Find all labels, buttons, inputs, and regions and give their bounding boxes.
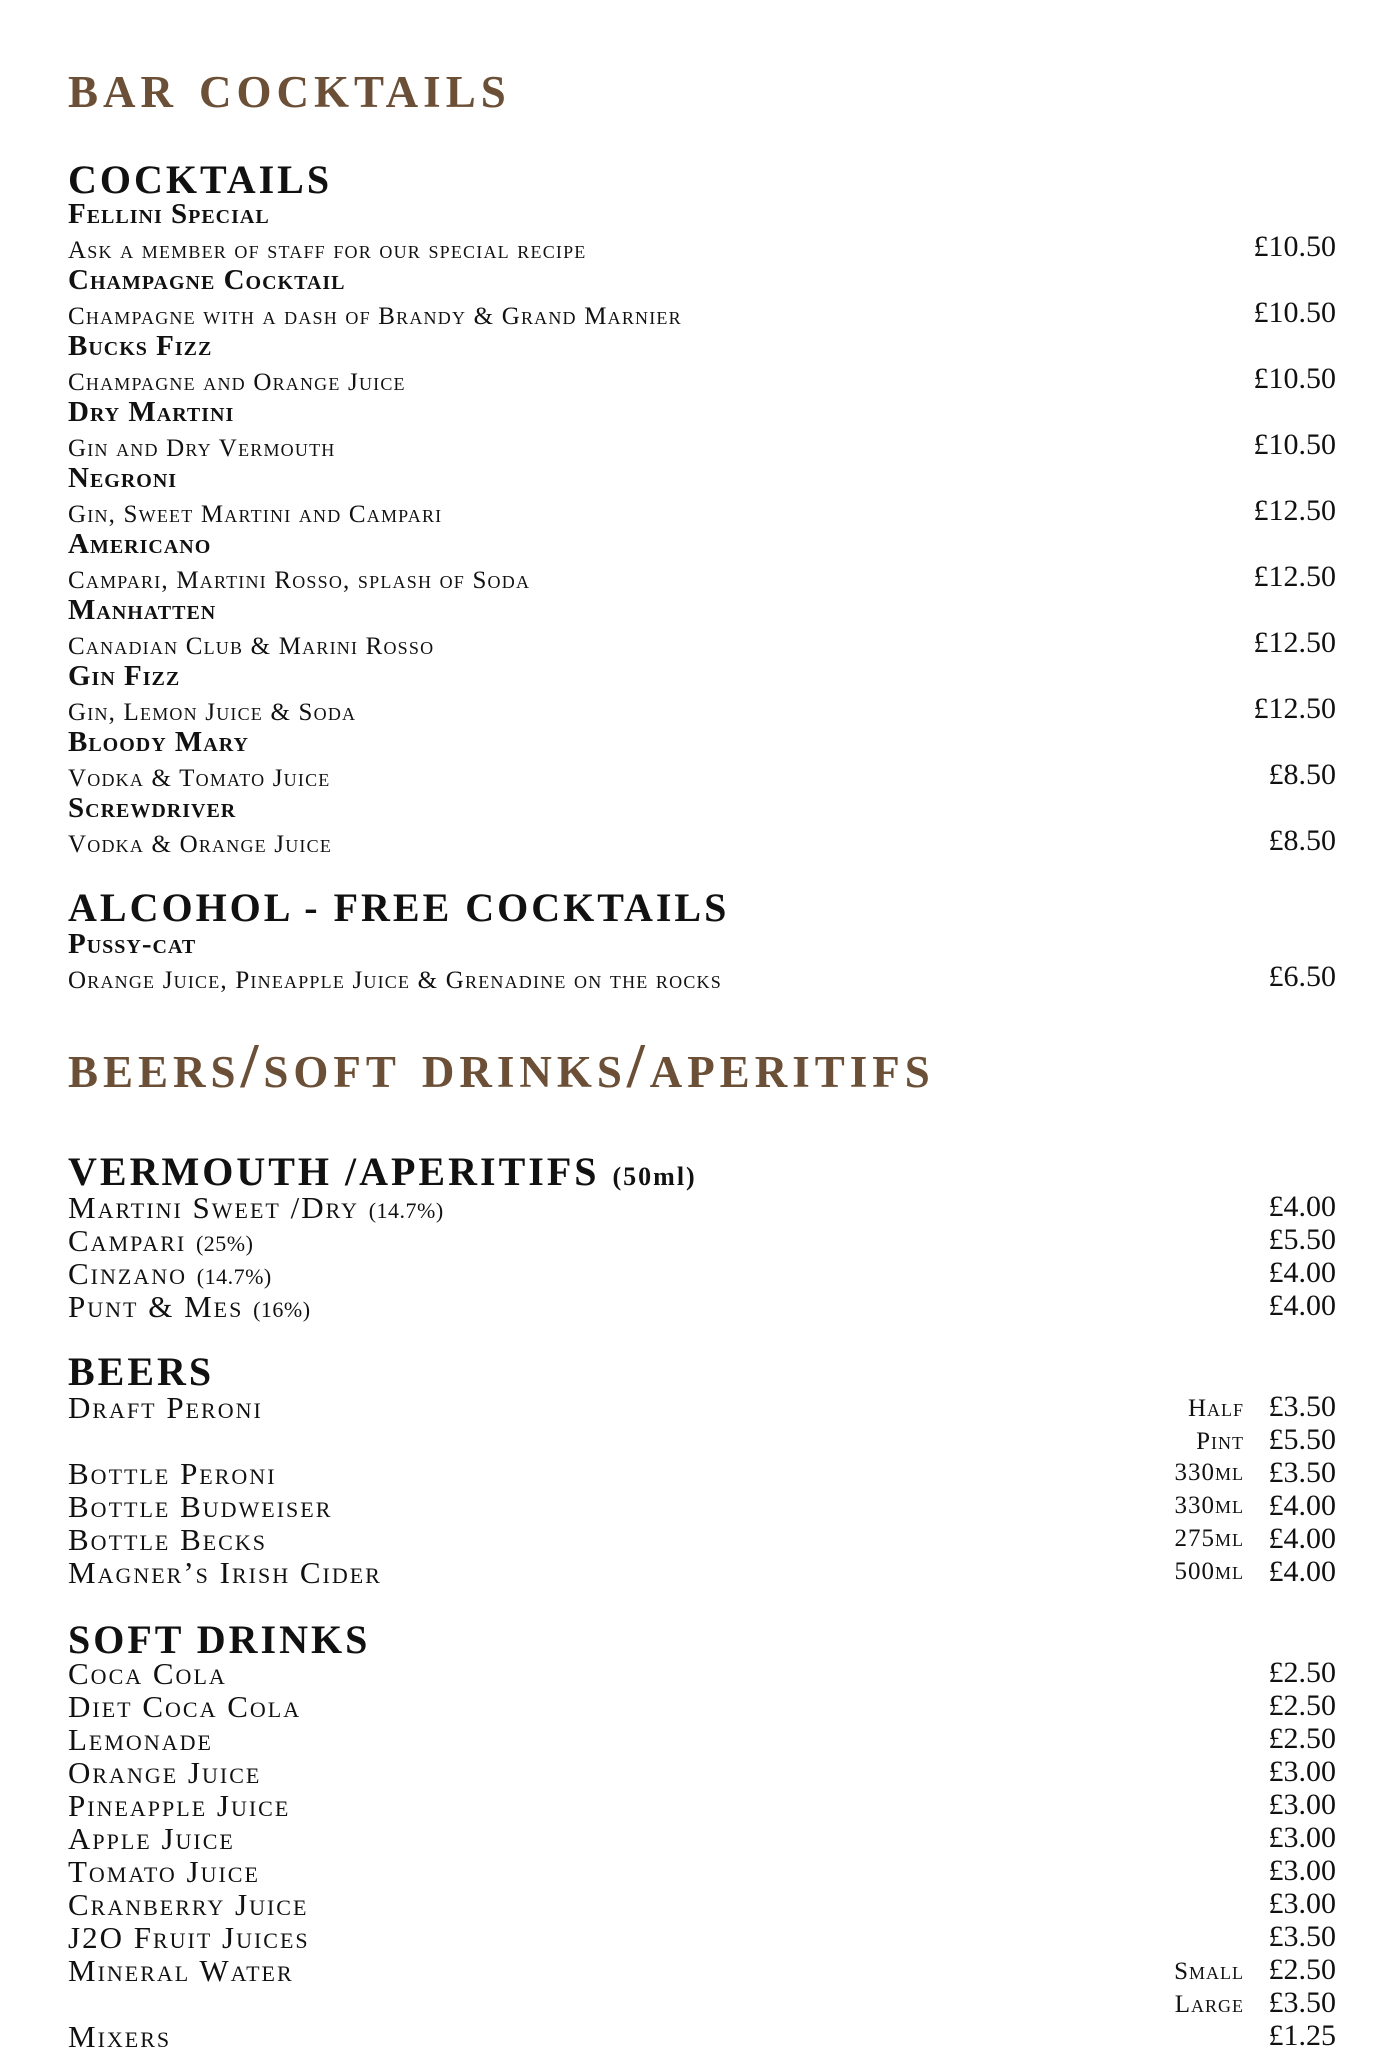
cocktail-name: Americano <box>68 528 212 560</box>
beer-size: 330ml <box>1174 1492 1244 1519</box>
cocktail-desc: Champagne with a dash of Brandy & Grand Marnier <box>68 303 682 330</box>
mixers-name: Mixers <box>68 2019 172 2054</box>
aperitif-price: £4.00 <box>1268 1256 1336 1289</box>
small-label: Small <box>1174 1958 1244 1985</box>
soft-drink-name: Lemonade <box>68 1722 213 1757</box>
pint-price: £5.50 <box>1268 1423 1336 1456</box>
beer-name: Bottle Budweiser <box>68 1489 333 1524</box>
cocktail-name: Bucks Fizz <box>68 330 213 362</box>
cocktail-price: £12.50 <box>1253 692 1336 725</box>
soft-drink-price: £3.50 <box>1268 1920 1336 1953</box>
soft-drink-name: Cranberry Juice <box>68 1887 309 1922</box>
cocktail-price: £8.50 <box>1268 758 1336 791</box>
cocktail-price: £12.50 <box>1253 560 1336 593</box>
aperitif-name: Martini Sweet /Dry <box>68 1190 359 1225</box>
aperitif-row <box>68 1225 253 1256</box>
cocktail-desc: Canadian Club & Marini Rosso <box>68 633 435 660</box>
cocktail-desc: Gin, Sweet Martini and Campari <box>68 501 443 528</box>
beer-size: 330ml <box>1174 1459 1244 1486</box>
aperitif-name: Campari <box>68 1223 187 1258</box>
soft-drink-price: £2.50 <box>1268 1656 1336 1689</box>
cocktail-name: Manhatten <box>68 594 217 626</box>
aperitif-price: £4.00 <box>1268 1190 1336 1223</box>
cocktail-price: £10.50 <box>1253 362 1336 395</box>
beer-price: £4.00 <box>1268 1489 1336 1522</box>
cocktail-name: Fellini Special <box>68 198 270 230</box>
cocktail-price: £10.50 <box>1253 230 1336 263</box>
aperitif-name: Cinzano <box>68 1256 187 1291</box>
soft-drink-name: Tomato Juice <box>68 1854 260 1889</box>
cocktail-name: Champagne Cocktail <box>68 264 346 296</box>
cocktail-price: £10.50 <box>1253 296 1336 329</box>
cocktail-name: Dry Martini <box>68 396 235 428</box>
cocktail-desc: Orange Juice, Pineapple Juice & Grenadine on the rocks <box>68 967 722 994</box>
cocktail-price: £10.50 <box>1253 428 1336 461</box>
cocktail-price: £8.50 <box>1268 824 1336 857</box>
cocktail-name: Screwdriver <box>68 792 237 824</box>
soft-drink-price: £2.50 <box>1268 1689 1336 1722</box>
aperitif-row <box>68 1192 444 1223</box>
cocktail-desc: Champagne and Orange Juice <box>68 369 406 396</box>
cocktail-desc: Vodka & Tomato Juice <box>68 765 331 792</box>
pint-label: Pint <box>1196 1428 1244 1455</box>
aperitif-abv: (14.7%) <box>368 1198 444 1223</box>
cocktail-desc: Ask a member of staff for our special recipe <box>68 237 587 264</box>
small-price: £2.50 <box>1268 1953 1336 1986</box>
soft-drink-price: £2.50 <box>1268 1722 1336 1755</box>
menu-page <box>68 0 1336 2067</box>
beer-price: £4.00 <box>1268 1555 1336 1588</box>
mixers-price: £1.25 <box>1268 2019 1336 2052</box>
cocktail-desc: Campari, Martini Rosso, splash of Soda <box>68 567 531 594</box>
vermouth-heading-text: VERMOUTH /APERITIFS <box>68 1149 600 1194</box>
soft-drink-name: Apple Juice <box>68 1821 235 1856</box>
aperitif-price: £5.50 <box>1268 1223 1336 1256</box>
soft-drink-price: £3.00 <box>1268 1854 1336 1887</box>
bar-cocktails-title: bar cocktails <box>68 50 511 121</box>
beer-price: £4.00 <box>1268 1522 1336 1555</box>
cocktail-desc: Gin, Lemon Juice & Soda <box>68 699 357 726</box>
half-price: £3.50 <box>1268 1390 1336 1423</box>
draft-beer-name: Draft Peroni <box>68 1390 263 1425</box>
soft-drinks-heading: SOFT DRINKS <box>68 1617 371 1662</box>
beer-size: 500ml <box>1174 1558 1244 1585</box>
soft-drink-price: £3.00 <box>1268 1821 1336 1854</box>
mineral-water-name: Mineral Water <box>68 1953 294 1988</box>
large-label: Large <box>1174 1991 1244 2018</box>
cocktail-price: £6.50 <box>1268 960 1336 993</box>
cocktail-name: Gin Fizz <box>68 660 181 692</box>
alcohol-free-heading: ALCOHOL - FREE COCKTAILS <box>68 885 730 930</box>
aperitif-row <box>68 1291 311 1322</box>
soft-drink-price: £3.00 <box>1268 1887 1336 1920</box>
cocktail-price: £12.50 <box>1253 626 1336 659</box>
large-price: £3.50 <box>1268 1986 1336 2019</box>
beers-heading: BEERS <box>68 1349 215 1394</box>
beer-size: 275ml <box>1174 1525 1244 1552</box>
half-label: Half <box>1187 1395 1244 1422</box>
soft-drink-name: Coca Cola <box>68 1656 227 1691</box>
aperitif-row <box>68 1258 272 1289</box>
beer-name: Bottle Becks <box>68 1522 267 1557</box>
cocktail-desc: Gin and Dry Vermouth <box>68 435 336 462</box>
cocktail-desc: Vodka & Orange Juice <box>68 831 333 858</box>
soft-drink-price: £3.00 <box>1268 1788 1336 1821</box>
soft-drink-name: Diet Coca Cola <box>68 1689 302 1724</box>
cocktail-name: Negroni <box>68 462 178 494</box>
beer-name: Magner’s Irish Cider <box>68 1555 382 1590</box>
cocktail-name: Bloody Mary <box>68 726 249 758</box>
aperitif-abv: (14.7%) <box>196 1264 272 1289</box>
cocktail-price: £12.50 <box>1253 494 1336 527</box>
beer-price: £3.50 <box>1268 1456 1336 1489</box>
beer-name: Bottle Peroni <box>68 1456 277 1491</box>
vermouth-heading-note: (50ml) <box>612 1162 697 1191</box>
soft-drink-name: J2O Fruit Juices <box>68 1920 310 1955</box>
aperitif-abv: (25%) <box>195 1231 254 1256</box>
soft-drink-price: £3.00 <box>1268 1755 1336 1788</box>
aperitif-name: Punt & Mes <box>68 1289 244 1324</box>
aperitif-price: £4.00 <box>1268 1289 1336 1322</box>
soft-drink-name: Pineapple Juice <box>68 1788 291 1823</box>
soft-drink-name: Orange Juice <box>68 1755 262 1790</box>
beers-soft-drinks-title: beers/soft drinks/aperitifs <box>68 1030 935 1101</box>
cocktails-heading: COCKTAILS <box>68 157 333 202</box>
aperitif-abv: (16%) <box>253 1297 311 1322</box>
cocktail-name: Pussy-cat <box>68 928 197 960</box>
vermouth-heading <box>68 1149 697 1194</box>
